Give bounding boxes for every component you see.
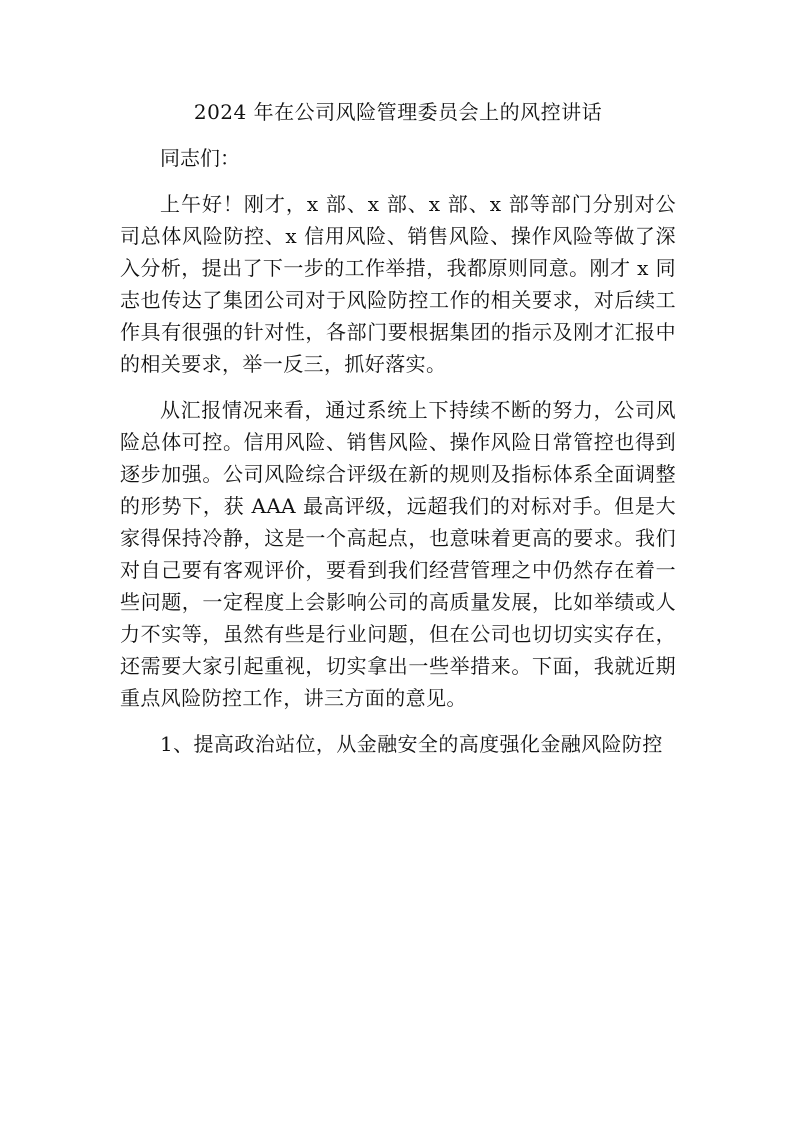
greeting: 同志们： — [160, 146, 240, 170]
paragraph-opening: 上午好！刚才，x 部、x 部、x 部、x 部等部门分别对公司总体风险防控、x 信用风险、销售风险、操作风险等做了深入分析，提出了下一步的工作举措，我都原则同意。刚才 x 同志也传达了集团公司对于风险防控工作的相关要求，对后续工作具有很强的针对性，各部门要根据集团的指示及刚才汇报中的相关要求，举一反三，抓好落实。 — [120, 192, 676, 376]
document-body — [120, 96, 676, 760]
paragraph-report-summary: 从汇报情况来看，通过系统上下持续不断的努力，公司风险总体可控。信用风险、销售风险、操作风险日常管控也得到逐步加强。公司风险综合评级在新的规则及指标体系全面调整的形势下，获 AAA 最高评级，远超我们的对标对手。但是大家得保持冷静，这是一个高起点，也意味着更高的要求。我们对自己要有客观评价，要看到我们经营管理之中仍然存在着一些问题，一定程度上会影响公司的高质量发展，比如举绩或人力不实等，虽然有些是行业问题，但在公司也切切实实存在，还需要大家引起重视，切实拿出一些举措来。下面，我就近期重点风险防控工作，讲三方面的意见。 — [120, 398, 676, 710]
document-title: 2024 年在公司风险管理委员会上的风控讲话 — [193, 100, 603, 124]
section-heading: 1、提高政治站位，从金融安全的高度强化金融风险防控 — [160, 732, 663, 756]
